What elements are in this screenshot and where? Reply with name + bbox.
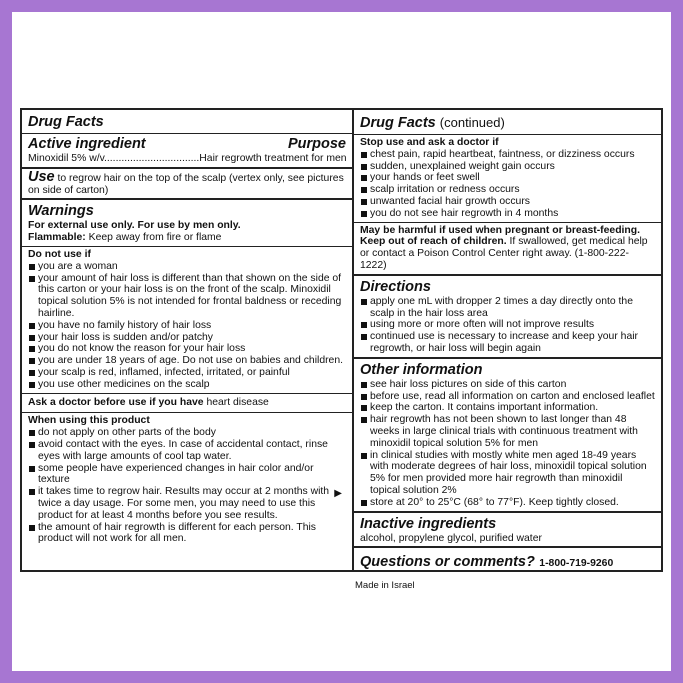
list-item: your hair loss is sudden and/or patchy bbox=[28, 332, 346, 344]
stop-use-list bbox=[360, 149, 655, 220]
other-information-section bbox=[354, 359, 661, 513]
directions-section bbox=[354, 276, 661, 359]
directions-list bbox=[360, 296, 655, 355]
list-item: some people have experienced changes in hair color and/or texture bbox=[28, 463, 346, 487]
list-item: apply one mL with dropper 2 times a day directly onto the scalp in the hair loss area bbox=[360, 296, 655, 320]
do-not-use-heading: Do not use if bbox=[28, 248, 91, 260]
list-item: you are under 18 years of age. Do not use on babies and children. bbox=[28, 355, 346, 367]
active-ingredient-row bbox=[22, 133, 352, 153]
list-item: sudden, unexplained weight gain occurs bbox=[360, 161, 655, 173]
active-ingredient-label: Active ingredient bbox=[28, 136, 146, 152]
other-information-list bbox=[360, 379, 655, 509]
flammable-text: Keep away from fire or flame bbox=[88, 232, 222, 244]
questions-phone: 1-800-719-9260 bbox=[539, 558, 614, 570]
pregnancy-warning: May be harmful if used when pregnant or breast-feeding. bbox=[360, 224, 641, 236]
left-column bbox=[22, 110, 354, 570]
list-item: the amount of hair regrowth is different for each person. This product will not work for all men. bbox=[28, 522, 346, 546]
other-information-title: Other information bbox=[360, 361, 483, 378]
continued-section bbox=[354, 110, 661, 276]
ask-doctor-label: Ask a doctor before use if you have bbox=[28, 396, 204, 408]
right-column bbox=[354, 110, 661, 570]
list-item: scalp irritation or redness occurs bbox=[360, 184, 655, 196]
list-item: hair regrowth has not been shown to last longer than 48 weeks in large clinical trials with continuous treatment with minoxidil topical solution 5% for men bbox=[360, 414, 655, 449]
use-section bbox=[22, 169, 352, 201]
list-item: in clinical studies with mostly white men aged 18-49 years with moderate degrees of hair loss, minoxidil topical solution 5% for men provided more hair regrowth than minoxidil topical solution 2% bbox=[360, 450, 655, 497]
questions-section bbox=[354, 548, 661, 570]
list-item: your hands or feet swell bbox=[360, 172, 655, 184]
when-using-block bbox=[22, 412, 352, 545]
list-item: avoid contact with the eyes. In case of accidental contact, rinse eyes with large amounts of cool tap water. bbox=[28, 439, 346, 463]
directions-title: Directions bbox=[360, 278, 431, 295]
when-using-heading: When using this product bbox=[28, 415, 150, 427]
list-item: you do not know the reason for your hair loss bbox=[28, 343, 346, 355]
continued-arrow-icon: ▶ bbox=[334, 488, 342, 500]
list-item: see hair loss pictures on side of this carton bbox=[360, 379, 655, 391]
ask-doctor-block bbox=[22, 393, 352, 411]
list-item: using more or more often will not improve results bbox=[360, 319, 655, 331]
label-page bbox=[12, 12, 671, 671]
use-text: to regrow hair on the top of the scalp (vertex only, see pictures on side of carton) bbox=[28, 172, 344, 196]
inactive-ingredients-title: Inactive ingredients bbox=[360, 515, 497, 532]
children-text: If swallowed, get medical help or contact a Poison Control Center right away. (1-800-222-1222) bbox=[360, 236, 648, 271]
pregnancy-block bbox=[354, 222, 661, 272]
stop-use-heading: Stop use and ask a doctor if bbox=[360, 137, 499, 148]
questions-title: Questions or comments? bbox=[360, 554, 535, 570]
inactive-ingredients-section bbox=[354, 513, 661, 549]
warnings-section bbox=[22, 200, 352, 545]
continued-suffix: (continued) bbox=[439, 115, 505, 130]
list-item: you are a woman bbox=[28, 261, 346, 273]
list-item: you use other medicines on the scalp bbox=[28, 379, 346, 391]
flammable-label: Flammable: bbox=[28, 232, 86, 244]
children-label: Keep out of reach of children. bbox=[360, 236, 507, 248]
use-title: Use bbox=[28, 168, 55, 185]
made-in-text: Made in Israel bbox=[355, 580, 415, 591]
when-using-list bbox=[28, 427, 346, 545]
list-item: store at 20° to 25°C (68° to 77°F). Keep tightly closed. bbox=[360, 497, 655, 509]
list-item: unwanted facial hair growth occurs bbox=[360, 196, 655, 208]
list-item: keep the carton. It contains important information. bbox=[360, 402, 655, 414]
list-item: it takes time to regrow hair. Results may occur at 2 months with twice a day usage. For some men, you may need to use this product for at least 4 months before you see results. bbox=[28, 486, 346, 521]
drug-facts-title: Drug Facts bbox=[28, 114, 104, 130]
inactive-ingredients-text: alcohol, propylene glycol, purified water bbox=[360, 532, 542, 544]
list-item: continued use is necessary to increase and keep your hair regrowth, or hair loss will begin again bbox=[360, 331, 655, 355]
do-not-use-list bbox=[28, 261, 346, 391]
list-item: your scalp is red, inflamed, infected, irritated, or painful bbox=[28, 367, 346, 379]
list-item: before use, read all information on carton and enclosed leaflet bbox=[360, 391, 655, 403]
list-item: you do not see hair regrowth in 4 months bbox=[360, 208, 655, 220]
purpose-label: Purpose bbox=[287, 136, 346, 152]
warnings-title: Warnings bbox=[28, 203, 94, 220]
list-item: you have no family history of hair loss bbox=[28, 320, 346, 332]
continued-title: Drug Facts bbox=[360, 115, 436, 131]
drug-facts-panel bbox=[20, 108, 663, 572]
stop-use-block bbox=[354, 134, 661, 220]
ingredient-line: Minoxidil 5% w/v.................................Hair regrowth treatment for men bbox=[28, 153, 347, 164]
ask-doctor-text: heart disease bbox=[206, 396, 269, 408]
external-use-warning: For external use only. For use by men only. bbox=[28, 220, 241, 232]
list-item: do not apply on other parts of the body bbox=[28, 427, 346, 439]
list-item: chest pain, rapid heartbeat, faintness, or dizziness occurs bbox=[360, 149, 655, 161]
do-not-use-block bbox=[22, 246, 352, 391]
list-item: your amount of hair loss is different than that shown on the side of this carton or your hair loss is on the front of the scalp. Minoxidil topical solution 5% is not intended for frontal baldness or receding hairline. bbox=[28, 273, 346, 320]
drug-facts-header bbox=[22, 110, 352, 169]
